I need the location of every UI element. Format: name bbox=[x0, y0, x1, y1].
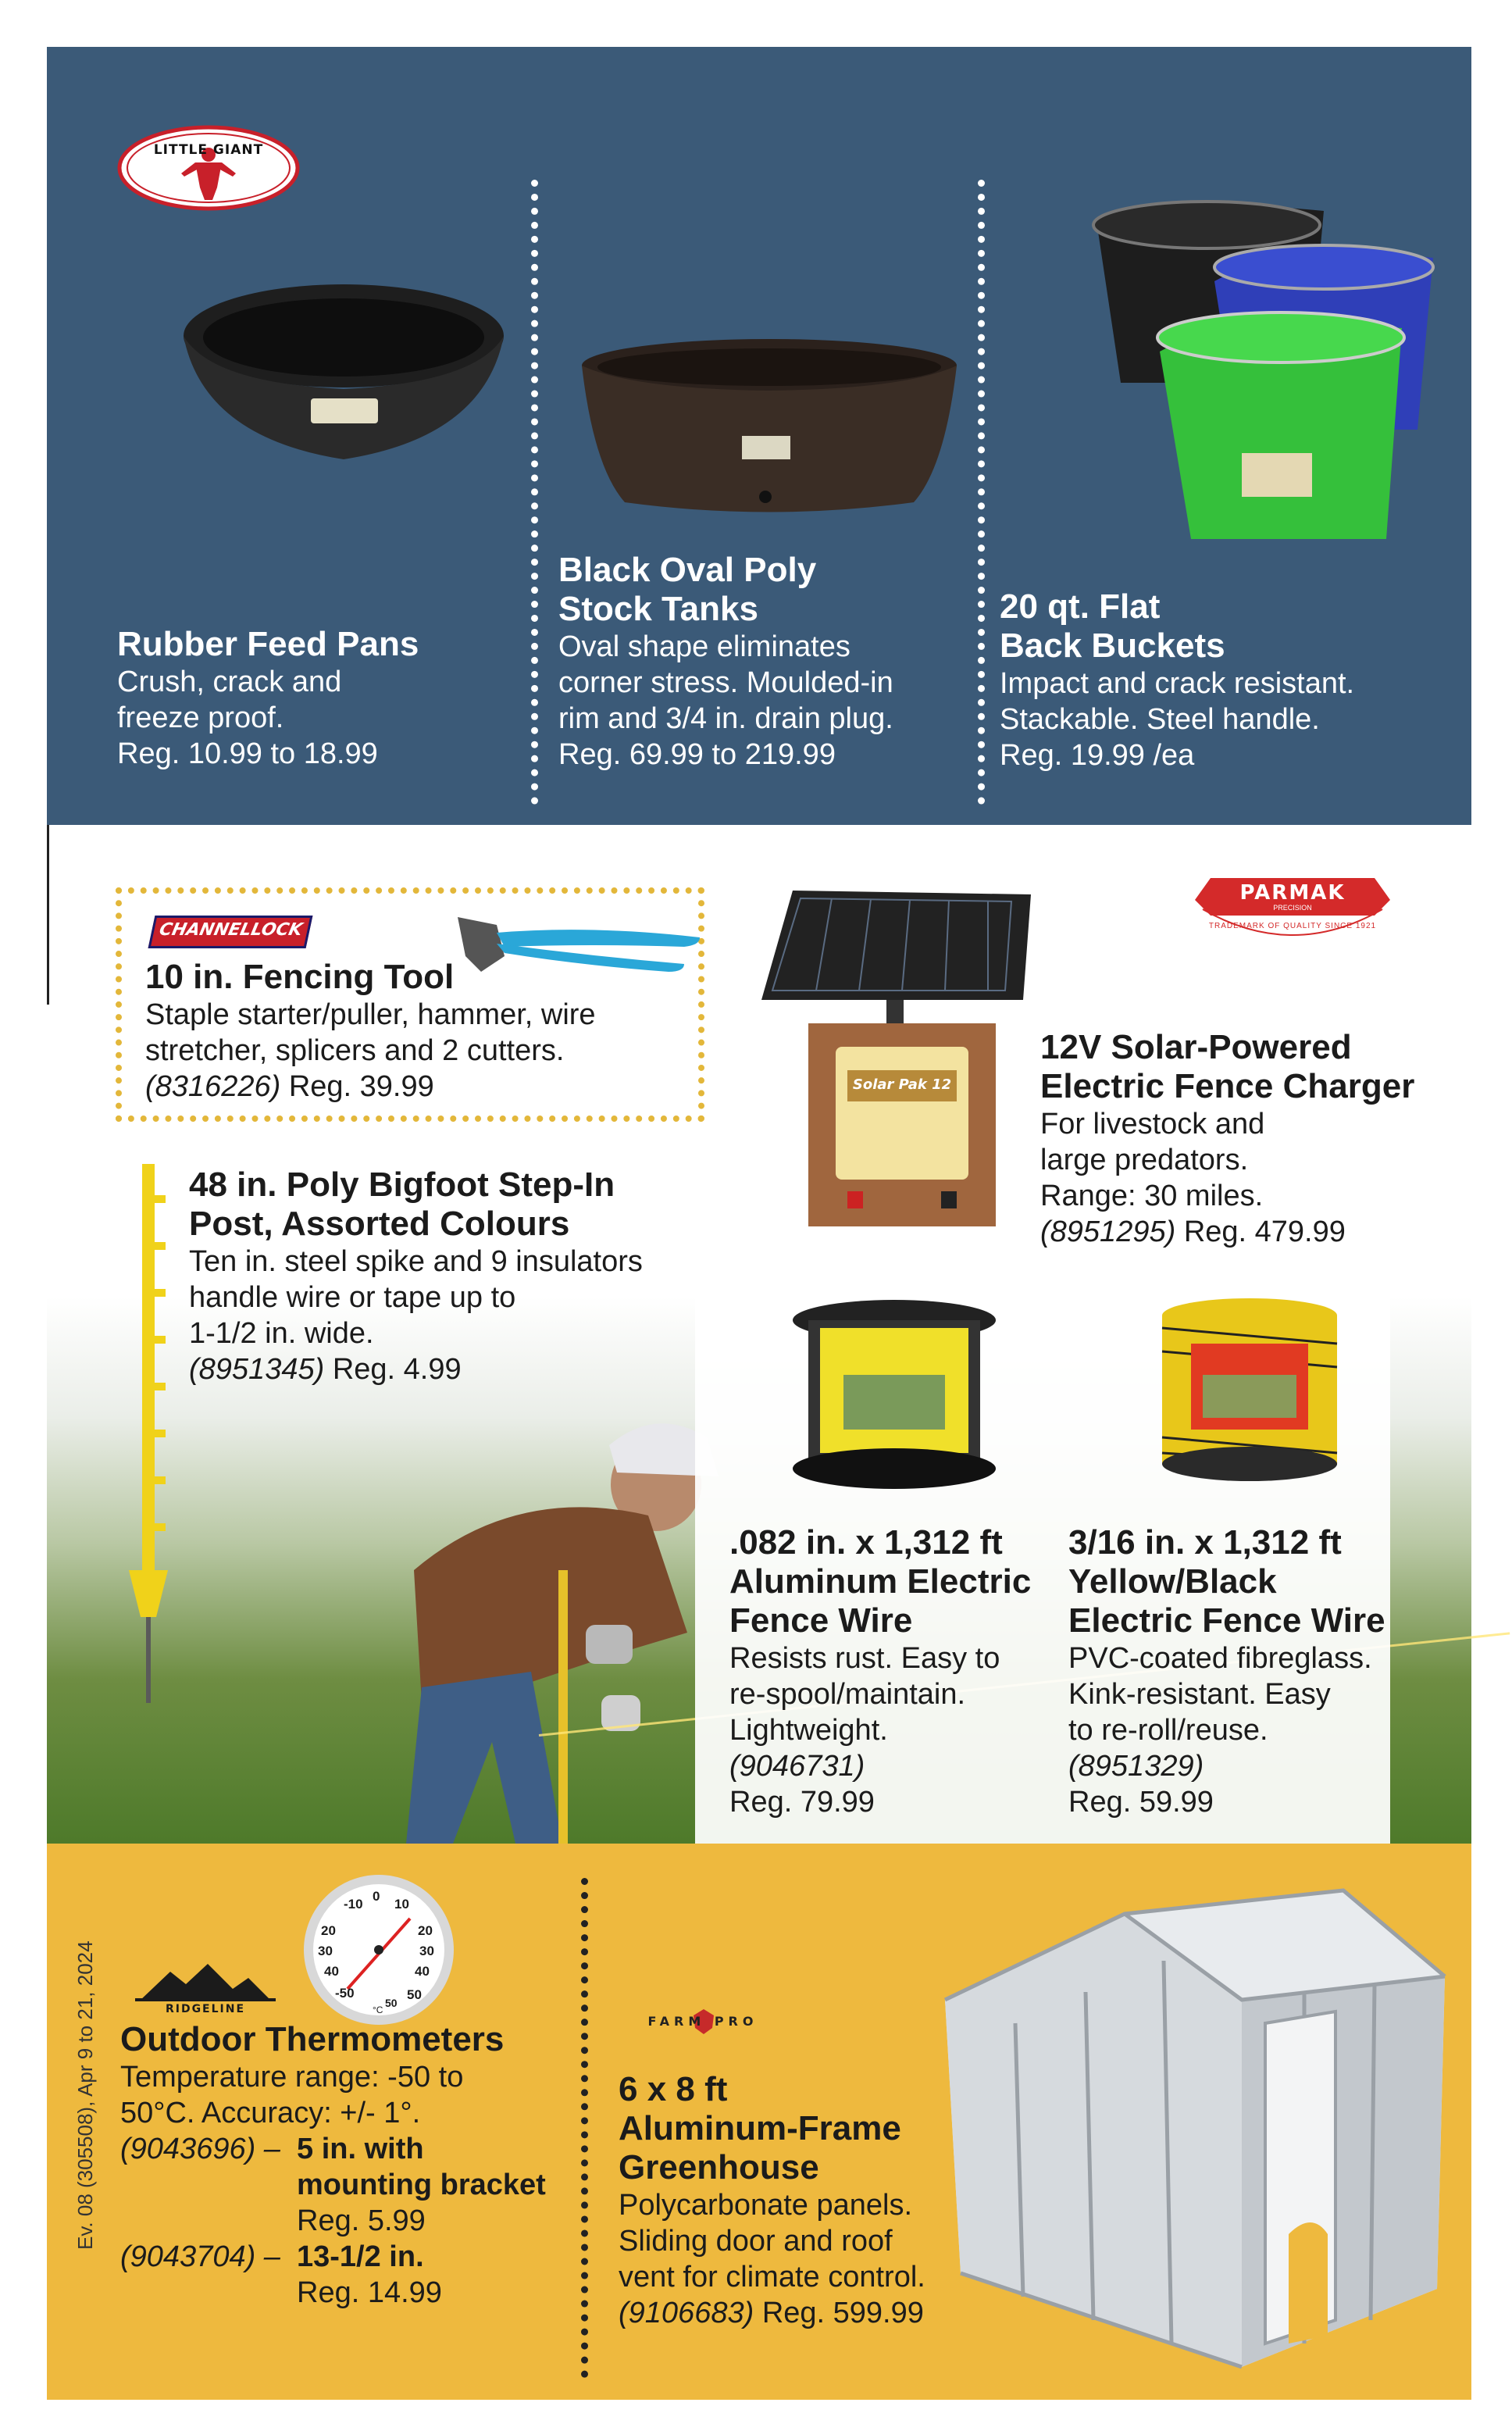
farm-pro-logo bbox=[617, 2008, 789, 2039]
product-title: 10 in. Fencing Tool bbox=[145, 958, 455, 996]
fence-stake bbox=[558, 1570, 568, 1844]
product-title: 6 x 8 ft bbox=[619, 2070, 728, 2108]
fencing-tool-text bbox=[145, 958, 692, 1105]
product-price: Reg. 79.99 bbox=[729, 1786, 875, 1819]
product-title: 12V Solar-Powered bbox=[1040, 1028, 1352, 1066]
stock-tanks-text bbox=[558, 551, 965, 773]
dial-label: 10 bbox=[394, 1897, 409, 1912]
step-in-post-text bbox=[189, 1166, 689, 1387]
product-desc-line: Temperature range: -50 to bbox=[120, 2061, 464, 2094]
product-desc-line: Sliding door and roof bbox=[619, 2225, 893, 2258]
product-desc-line: re-spool/maintain. bbox=[729, 1678, 966, 1711]
bottom-product-panel bbox=[47, 1844, 1471, 2400]
dial-label: 30 bbox=[419, 1944, 434, 1958]
rubber-feed-pans-text bbox=[117, 625, 523, 772]
product-desc-line: PVC-coated fibreglass. bbox=[1068, 1642, 1372, 1675]
aluminum-wire-spool-image bbox=[789, 1297, 1000, 1492]
product-desc-line: Range: 30 miles. bbox=[1040, 1180, 1264, 1212]
product-sku: (9046731) bbox=[729, 1750, 865, 1783]
product-desc-line: Kink-resistant. Easy bbox=[1068, 1678, 1331, 1711]
farm-pro-logo-text: FARM PRO bbox=[647, 2014, 758, 2029]
event-date-vertical-text: Ev. 08 (305508), Apr 9 to 21, 2024 bbox=[73, 1940, 97, 2250]
product-title: 20 qt. Flat bbox=[1000, 587, 1161, 626]
parmak-logo-text: PARMAK bbox=[1239, 881, 1346, 905]
product-desc-line: 1-1/2 in. wide. bbox=[189, 1317, 374, 1350]
product-desc-line: large predators. bbox=[1040, 1144, 1249, 1176]
product-price: Reg. 479.99 bbox=[1183, 1216, 1346, 1248]
product-price: Reg. 39.99 bbox=[288, 1070, 434, 1103]
product-price-line bbox=[1040, 1214, 1478, 1250]
product-sku: (8951345) bbox=[189, 1353, 325, 1386]
product-desc-line: Resists rust. Easy to bbox=[729, 1642, 1000, 1675]
product-desc-line: For livestock and bbox=[1040, 1108, 1265, 1141]
product-price-line bbox=[189, 1351, 689, 1387]
product-title: Rubber Feed Pans bbox=[117, 625, 419, 663]
product-desc-line: Crush, crack and bbox=[117, 666, 342, 698]
product-price: Reg. 10.99 to 18.99 bbox=[117, 737, 378, 770]
product-sku: (9043704) – bbox=[120, 2240, 280, 2273]
greenhouse-image bbox=[914, 1883, 1453, 2383]
product-title: Stock Tanks bbox=[558, 590, 758, 628]
stock-tank-image bbox=[578, 334, 961, 522]
parmak-logo-sub: PRECISION bbox=[1273, 904, 1312, 912]
product-desc-line: 50°C. Accuracy: +/- 1°. bbox=[120, 2097, 421, 2129]
product-desc-line: freeze proof. bbox=[117, 701, 284, 734]
top-divider-1 bbox=[531, 180, 538, 805]
product-title: Aluminum Electric bbox=[729, 1562, 1032, 1601]
dial-label: 0 bbox=[373, 1889, 380, 1904]
product-sku: (8951329) bbox=[1068, 1750, 1204, 1783]
variant-size: 13-1/2 in. bbox=[297, 2240, 424, 2273]
product-desc-line: Staple starter/puller, hammer, wire bbox=[145, 998, 596, 1031]
product-title: 3/16 in. x 1,312 ft bbox=[1068, 1523, 1342, 1562]
top-product-panel bbox=[47, 47, 1471, 825]
product-title: Outdoor Thermometers bbox=[120, 2020, 505, 2058]
variant-size: mounting bracket bbox=[297, 2169, 546, 2201]
product-desc-line: rim and 3/4 in. drain plug. bbox=[558, 702, 893, 735]
variant-price: Reg. 5.99 bbox=[297, 2204, 426, 2237]
parmak-logo bbox=[1187, 869, 1398, 947]
product-title: Electric Fence Charger bbox=[1040, 1067, 1415, 1105]
bottom-divider bbox=[581, 1878, 588, 2378]
channellock-logo-text: CHANNELLOCK bbox=[157, 920, 305, 940]
dial-label: 50 bbox=[407, 1987, 422, 2002]
thermometer-dial-image bbox=[301, 1872, 457, 2028]
product-price: Reg. 4.99 bbox=[332, 1353, 462, 1386]
rubber-feed-pan-image bbox=[180, 281, 508, 469]
buckets-image bbox=[1089, 195, 1457, 555]
product-desc-line: Lightweight. bbox=[729, 1714, 888, 1747]
dial-label: -50 bbox=[335, 1986, 355, 2001]
fencing-tool-box bbox=[116, 887, 704, 1122]
farmer-figure-image bbox=[281, 1375, 750, 1844]
ridgeline-logo bbox=[131, 1961, 280, 2023]
product-desc-line: stretcher, splicers and 2 cutters. bbox=[145, 1034, 565, 1067]
ridgeline-logo-text: RIDGELINE bbox=[165, 2003, 246, 2015]
dial-label: 20 bbox=[418, 1923, 433, 1938]
thermometers-text bbox=[120, 2020, 604, 2314]
variant-details bbox=[297, 2131, 546, 2239]
dial-label: 50 bbox=[385, 1997, 398, 2009]
step-in-post-image bbox=[125, 1164, 172, 1711]
variant-row bbox=[120, 2131, 604, 2239]
dial-label: 40 bbox=[415, 1964, 430, 1979]
dial-label: 40 bbox=[324, 1964, 339, 1979]
product-sku: (8316226) bbox=[145, 1070, 281, 1103]
product-title: Post, Assorted Colours bbox=[189, 1205, 570, 1243]
flat-back-buckets-text bbox=[1000, 587, 1437, 773]
dial-label: 20 bbox=[321, 1923, 336, 1938]
product-desc-line: Ten in. steel spike and 9 insulators bbox=[189, 1245, 643, 1278]
little-giant-logo bbox=[117, 125, 300, 211]
product-price: Reg. 69.99 to 219.99 bbox=[558, 738, 836, 771]
product-desc-line: to re-roll/reuse. bbox=[1068, 1714, 1268, 1747]
aluminum-wire-text bbox=[729, 1523, 1065, 1820]
product-title: .082 in. x 1,312 ft bbox=[729, 1523, 1003, 1562]
product-sku: (8951295) bbox=[1040, 1216, 1176, 1248]
product-price: Reg. 599.99 bbox=[761, 2297, 924, 2329]
product-sku: (9106683) bbox=[619, 2297, 754, 2329]
variant-size: 5 in. with bbox=[297, 2133, 424, 2165]
channellock-logo bbox=[148, 916, 313, 948]
solar-charger-text bbox=[1040, 1028, 1478, 1250]
product-title: Fence Wire bbox=[729, 1601, 913, 1640]
parmak-logo-arc: TRADEMARK OF QUALITY SINCE 1921 bbox=[1208, 922, 1377, 930]
variant-row bbox=[120, 2239, 604, 2314]
product-sku: (9043696) – bbox=[120, 2133, 280, 2165]
product-desc-line: vent for climate control. bbox=[619, 2261, 925, 2294]
variant-price: Reg. 14.99 bbox=[297, 2276, 442, 2309]
product-desc-line: Polycarbonate panels. bbox=[619, 2189, 913, 2222]
product-desc-line: Impact and crack resistant. bbox=[1000, 667, 1355, 700]
product-title: Greenhouse bbox=[619, 2148, 819, 2186]
product-title: Electric Fence Wire bbox=[1068, 1601, 1385, 1640]
little-giant-logo-text: LITTLE GIANT bbox=[153, 142, 264, 158]
dial-label: 30 bbox=[318, 1944, 333, 1958]
product-desc-line: Oval shape eliminates bbox=[558, 630, 850, 663]
product-title: 48 in. Poly Bigfoot Step-In bbox=[189, 1166, 615, 1204]
solar-charger-image bbox=[761, 891, 1043, 1234]
variant-details bbox=[297, 2239, 442, 2311]
product-title: Back Buckets bbox=[1000, 626, 1225, 665]
product-desc-line: handle wire or tape up to bbox=[189, 1281, 516, 1314]
product-price: Reg. 59.99 bbox=[1068, 1786, 1214, 1819]
yellow-wire-text bbox=[1068, 1523, 1412, 1820]
product-title: Yellow/Black bbox=[1068, 1562, 1277, 1601]
dial-label: -10 bbox=[344, 1897, 363, 1912]
product-title: Black Oval Poly bbox=[558, 551, 817, 589]
product-title: Aluminum-Frame bbox=[619, 2109, 901, 2147]
product-desc-line: Stackable. Steel handle. bbox=[1000, 703, 1320, 736]
dial-label: °C bbox=[373, 2004, 383, 2015]
product-price: Reg. 19.99 /ea bbox=[1000, 739, 1195, 772]
yellow-wire-spool-image bbox=[1156, 1297, 1343, 1492]
product-desc-line: corner stress. Moulded-in bbox=[558, 666, 893, 699]
charger-label: Solar Pak 12 bbox=[852, 1076, 952, 1093]
left-edge-rule bbox=[47, 825, 49, 1005]
top-divider-2 bbox=[978, 180, 985, 805]
product-price-line bbox=[145, 1069, 692, 1105]
